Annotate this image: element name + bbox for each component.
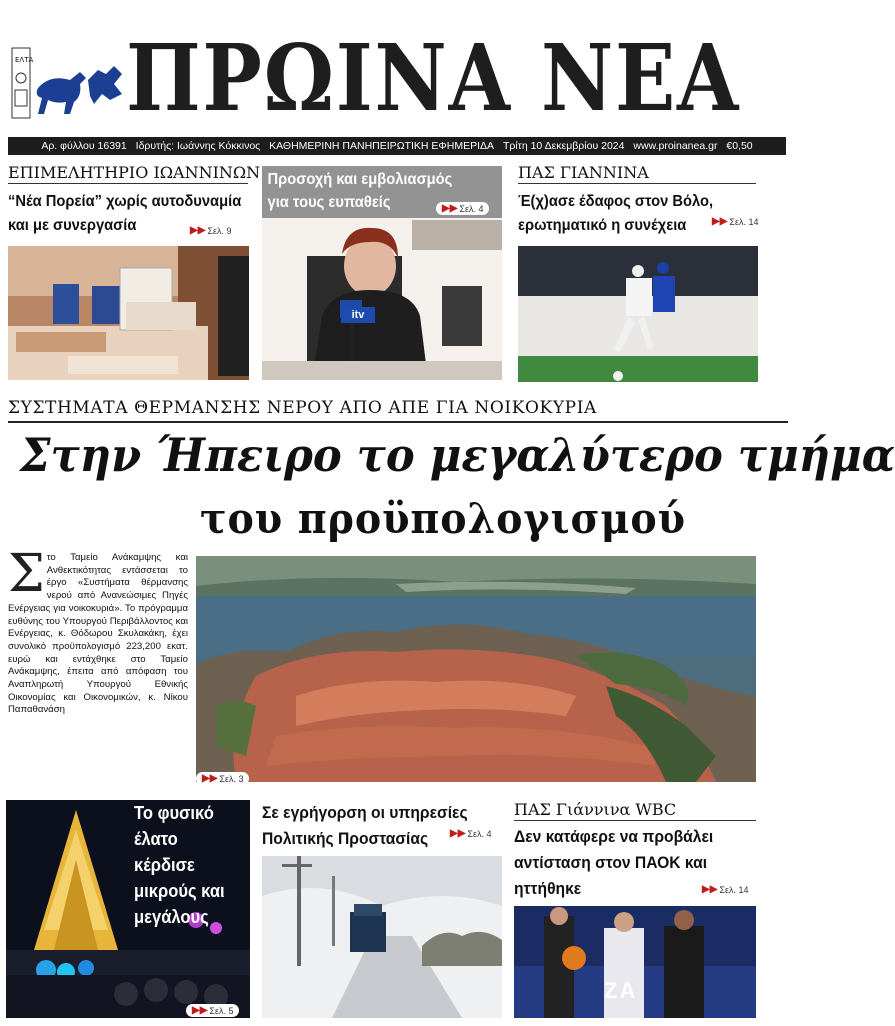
story-2-page-ref[interactable]: ▶▶ Σελ. 4 bbox=[436, 202, 489, 215]
lead-kicker: ΣΥΣΤΗΜΑΤΑ ΘΕΡΜΑΝΣΗΣ ΝΕΡΟΥ ΑΠΟ ΑΠΕ ΓΙΑ ΝΟΙΚΟΚΥΡΙΑ bbox=[8, 398, 788, 423]
arrow-icon: ▶▶ bbox=[702, 884, 718, 895]
sponsor-banner-text: ZA bbox=[604, 978, 638, 1003]
mic-label: itv bbox=[341, 307, 375, 323]
football-photo bbox=[518, 246, 758, 382]
story-1-kicker: ΕΠΙΜΕΛΗΤΗΡΙΟ ΙΩΑΝΝΙΝΩΝ bbox=[8, 163, 261, 182]
ballot-photo bbox=[8, 246, 249, 380]
price: €0,50 bbox=[726, 140, 753, 152]
dropcap: Σ bbox=[8, 544, 45, 604]
arrow-icon: ▶▶ bbox=[190, 225, 206, 236]
story-6-page-ref[interactable]: ▶▶ Σελ. 14 bbox=[702, 884, 749, 895]
lead-page-ref[interactable]: ▶▶ Σελ. 3 bbox=[196, 772, 249, 785]
masthead-info-bar bbox=[8, 137, 786, 155]
arrow-icon: ▶▶ bbox=[450, 828, 466, 839]
story-5-headline-text: Σε εγρήγορση οι υπηρεσίες Πολιτικής Προστασίας bbox=[262, 803, 468, 848]
lead-headline-line2[interactable]: του προϋπολογισμού bbox=[200, 494, 686, 543]
lead-body-text: το Ταμείο Ανάκαμψης και Ανθεκτικότητας εντάσσεται το έργο «Συστήματα θέρμανσης νερού από Ανανεώσιμες Πηγές Ενέργειας για νοικοκυριά». Το πρόγραμμα ευθύνης του Υπουργού Περιβάλλοντος και Ενέργειας, κ. Θόδωρου Σκυλακάκη, έχει συνολικό προϋπολογισμό 223,200 εκατ. ευρώ και εντάχθηκε στο Ταμείο Ανάκαμψης, έπειτα από απόφαση του Αναπληρωτή Υπουργού Εθνικής Οικονομίας και Οικονομικών, κ. Νίκου Παπαθανάση bbox=[8, 552, 188, 716]
arrow-icon: ▶▶ bbox=[192, 1005, 208, 1016]
tagline: ΚΑΘΗΜΕΡΙΝΗ ΠΑΝΗΠΕΙΡΩΤΙΚΗ ΕΦΗΜΕΡΙΔΑ bbox=[269, 140, 495, 152]
snow-road-photo bbox=[262, 856, 502, 1018]
lead-body bbox=[8, 544, 188, 717]
arrow-icon: ▶▶ bbox=[202, 773, 218, 784]
founder: Ιδρυτής: Ιωάννης Κόκκινος bbox=[135, 140, 261, 152]
issue-number: Αρ. φύλλου 16391 bbox=[41, 140, 127, 152]
lead-headline-line1[interactable]: Στην Ήπειρο το μεγαλύτερο τμήμα bbox=[20, 428, 895, 482]
story-4-headline[interactable]: Το φυσικό έλατο κέρδισε μικρούς και μεγάλους bbox=[134, 803, 225, 927]
masthead-title: ΠΡΩΙΝΑ ΝΕΑ bbox=[126, 24, 741, 132]
story-4-page-ref[interactable]: ▶▶ Σελ. 5 bbox=[186, 1004, 239, 1017]
story-5-page-ref[interactable]: ▶▶ Σελ. 4 bbox=[450, 828, 492, 839]
story-3-headline-text: Έ(χ)ασε έδαφος στον Βόλο, ερωτηματικό η συνέχεια bbox=[518, 193, 714, 234]
ioannina-aerial-photo bbox=[196, 556, 756, 782]
arrow-icon: ▶▶ bbox=[442, 203, 458, 214]
story-3-kicker: ΠΑΣ ΓΙΑΝΝΙΝΑ bbox=[518, 163, 756, 184]
story-2-headline: Προσοχή και εμβολιασμός για τους ευπαθείς bbox=[267, 171, 453, 211]
issue-date: Τρίτη 10 Δεκεμβρίου 2024 bbox=[502, 140, 625, 152]
elta-label: ΕΛΤΑ bbox=[15, 56, 34, 64]
story-3-headline[interactable] bbox=[518, 190, 757, 238]
story-5-headline[interactable] bbox=[262, 800, 483, 852]
arrow-icon: ▶▶ bbox=[712, 216, 728, 227]
masthead-logo bbox=[10, 44, 128, 124]
story-1-page-ref[interactable]: ▶▶ Σελ. 9 bbox=[190, 225, 232, 236]
story-6-kicker: ΠΑΣ Γιάννινα WBC bbox=[514, 800, 756, 821]
story-3-page-ref[interactable]: ▶▶ Σελ. 14 bbox=[712, 216, 759, 227]
story-1-headline-text: “Νέα Πορεία” χωρίς αυτοδυναμία και με συνεργασία bbox=[8, 193, 242, 234]
website: www.proinanea.gr bbox=[633, 140, 718, 152]
story-6-headline-text: Δεν κατάφερε να προβάλει αντίσταση στον ΠΑΟΚ και ηττήθηκε bbox=[514, 827, 714, 898]
